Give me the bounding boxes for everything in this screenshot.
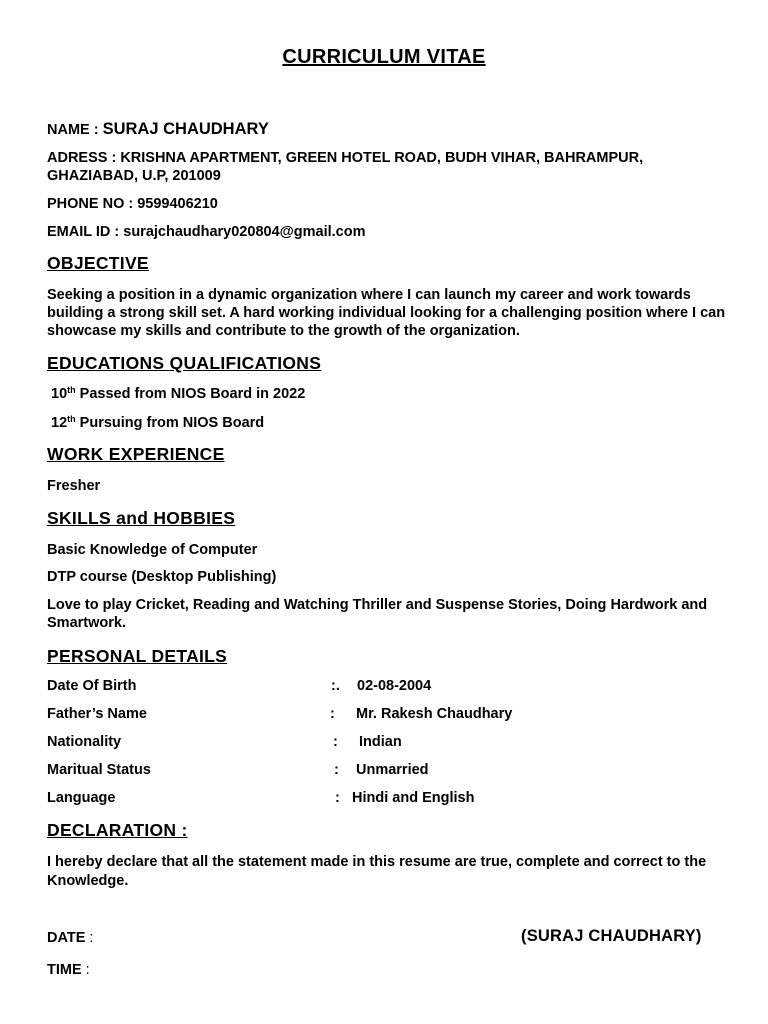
- education-item-sup: th: [67, 385, 76, 395]
- phone-line: PHONE NO : 9599406210: [47, 196, 218, 212]
- personal-value: Unmarried: [356, 762, 429, 778]
- personal-value: Hindi and English: [352, 790, 475, 806]
- address-line-1: ADRESS : KRISHNA APARTMENT, GREEN HOTEL ROAD, BUDH VIHAR, BAHRAMPUR,: [47, 150, 644, 166]
- date-line: [47, 929, 93, 947]
- declaration-text: I hereby declare that all the statement made in this resume are true, complete and correct to the Knowledge.: [47, 854, 707, 889]
- name-line: [47, 120, 269, 139]
- personal-colon: :: [333, 734, 338, 750]
- email-line: EMAIL ID : surajchaudhary020804@gmail.com: [47, 224, 366, 240]
- signature-name: (SURAJ CHAUDHARY): [521, 927, 702, 945]
- personal-label: Maritual Status: [47, 762, 151, 778]
- education-item-num: 10: [51, 386, 68, 402]
- declaration-heading: DECLARATION :: [47, 820, 188, 840]
- personal-colon: :.: [331, 678, 340, 694]
- personal-colon: :: [330, 706, 335, 722]
- time-label: TIME: [47, 962, 82, 978]
- personal-label: Nationality: [47, 734, 122, 750]
- skill-item: Love to play Cricket, Reading and Watching Thriller and Suspense Stories, Doing Hardwork and Smartwork.: [47, 597, 708, 631]
- skills-heading: SKILLS and HOBBIES: [47, 508, 236, 528]
- skill-item: DTP course (Desktop Publishing): [47, 569, 277, 585]
- education-item: [51, 414, 264, 432]
- name-label: NAME :: [47, 122, 99, 138]
- work-heading: WORK EXPERIENCE: [47, 444, 225, 464]
- personal-label: Language: [47, 790, 116, 806]
- personal-colon: :: [335, 790, 340, 806]
- education-item: [51, 385, 305, 403]
- name-value: SURAJ CHAUDHARY: [102, 120, 269, 138]
- personal-value: Indian: [359, 734, 402, 750]
- date-colon: :: [85, 930, 94, 946]
- education-item-text: Pursuing from NIOS Board: [75, 415, 265, 431]
- work-text: Fresher: [47, 478, 101, 494]
- education-heading: EDUCATIONS QUALIFICATIONS: [47, 353, 322, 373]
- personal-colon: :: [334, 762, 339, 778]
- document-title: CURRICULUM VITAE: [282, 46, 486, 68]
- time-colon: :: [81, 962, 90, 978]
- time-line: [47, 961, 90, 979]
- personal-value: Mr. Rakesh Chaudhary: [356, 706, 513, 722]
- personal-label: Date Of Birth: [47, 678, 137, 694]
- education-item-num: 12: [51, 415, 68, 431]
- date-label: DATE: [47, 930, 86, 946]
- personal-label: Father’s Name: [47, 706, 147, 722]
- personal-value: 02-08-2004: [357, 678, 432, 694]
- address-line-2: GHAZIABAD, U.P, 201009: [47, 168, 221, 184]
- objective-heading: OBJECTIVE: [47, 253, 149, 273]
- education-item-text: Passed from NIOS Board in 2022: [75, 386, 306, 402]
- education-item-sup: th: [67, 414, 76, 424]
- objective-text: Seeking a position in a dynamic organization where I can launch my career and work towards building a strong skill set. A hard working individual looking for a challenging position where I can showcase my skills and contribute to the growth of the organization.: [47, 287, 726, 339]
- skill-item: Basic Knowledge of Computer: [47, 542, 258, 558]
- personal-heading: PERSONAL DETAILS: [47, 646, 228, 666]
